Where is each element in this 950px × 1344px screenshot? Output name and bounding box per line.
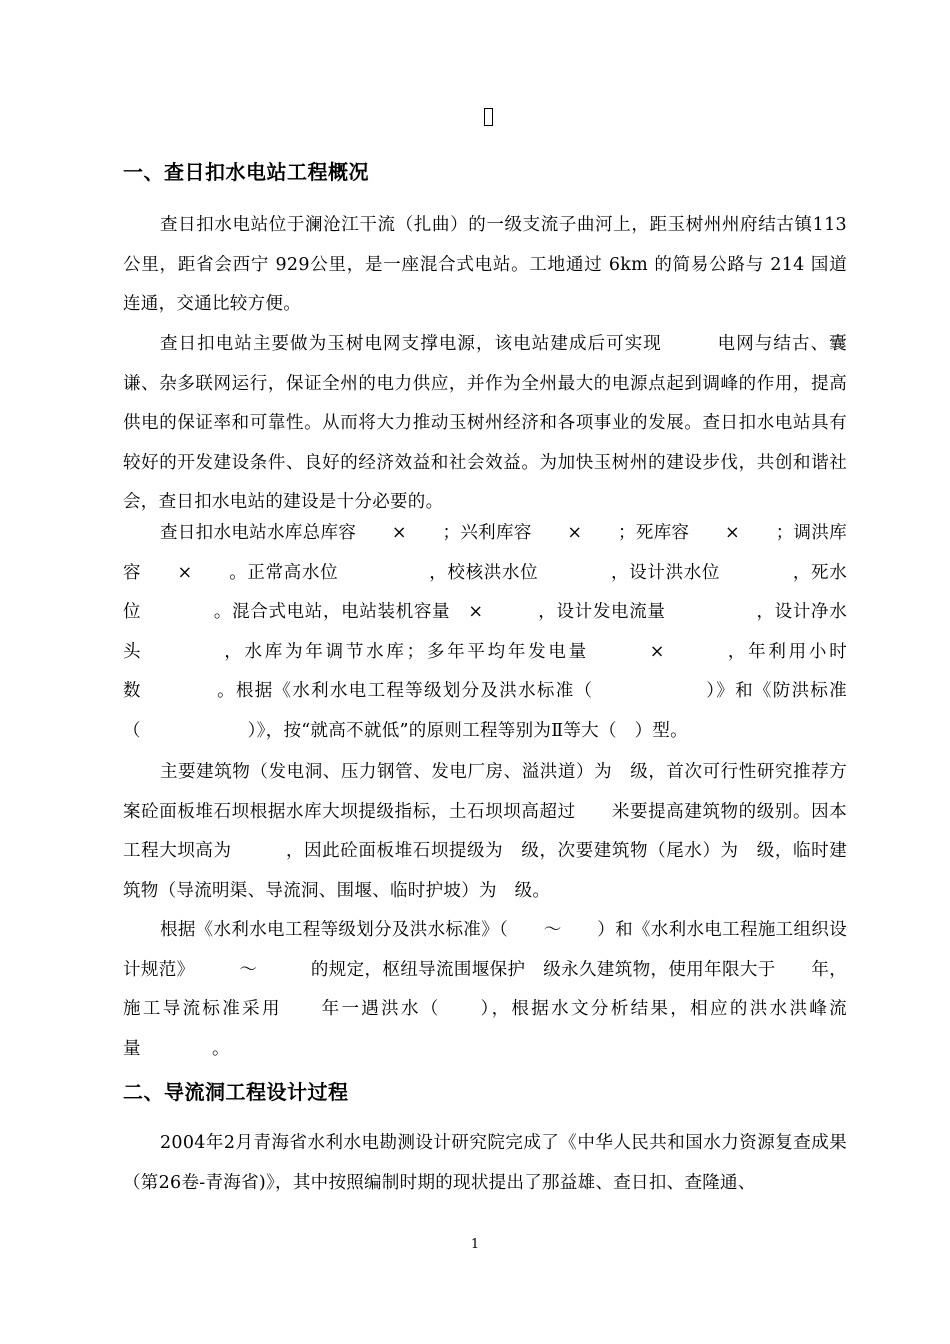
- section-1-paragraph-1: 查日扣水电站位于澜沧江干流（扎曲）的一级支流子曲河上，距玉树州州府结古镇113公里，距省会西宁 929公里，是一座混合式电站。工地通过 6km 的简易公路与 214 国道连通，交通比较方便。: [123, 215, 847, 315]
- section-1-paragraph-4: 主要建筑物（发电洞、压力钢管、发电厂房、溢洪道）为 级，首次可行性研究推荐方案砼面板堆石坝根据水库大坝提级指标，土石坝坝高超过 米要提高建筑物的级别。因本工程大坝高为 ，因此砼面板堆石坝提级为 级，次要建筑物（尾水）为 级，临时建筑物（导流明渠、导流洞、围堰、临时护坡）为 级。: [123, 762, 847, 901]
- section-1-heading: 一、查日扣水电站工程概况: [123, 160, 369, 184]
- section-1-paragraph-3: 查日扣水电站水库总库容 × ；兴利库容 × ；死库容 × ；调洪库容 × 。正常高水位 ，校核洪水位 ，设计洪水位 ，死水位 。混合式电站，电站装机容量 × ，设计发电流量 ，设计净水头 ，水库为年调节水库；多年平均年发电量 × ，年利用小时数 。根据《水利水电工程等级划分及洪水标准（ ）》和《防洪标准（ ）》，按“就高不就低”的原则工程等别为Ⅱ等大（ ）型。: [123, 523, 847, 741]
- section-2-paragraph-1: 2004年2月青海省水利水电勘测设计研究院完成了《中华人民共和国水力资源复查成果（第26卷-青海省)》，其中按照编制时期的现状提出了那益雄、查日扣、查隆通、: [123, 1133, 847, 1193]
- missing-glyph-box: [484, 108, 493, 126]
- section-1-paragraph-2: 查日扣电站主要做为玉树电网支撑电源，该电站建成后可实现 电网与结古、囊谦、杂多联网运行，保证全州的电力供应，并作为全州最大的电源点起到调峰的作用，提高供电的保证率和可靠性。从而将大力推动玉树州经济和各项事业的发展。查日扣水电站具有较好的开发建设条件、良好的经济效益和社会效益。为加快玉树州的建设步伐，共创和谐社会，查日扣水电站的建设是十分必要的。: [123, 334, 847, 513]
- page-number: 1: [470, 1237, 480, 1252]
- section-1-paragraph-5: 根据《水利水电工程等级划分及洪水标准》（ ～ ）和《水利水电工程施工组织设计规范》 ～ 的规定，枢纽导流围堰保护 级永久建筑物，使用年限大于 年，施工导流标准采用 年一遇洪水（ ），根据水文分析结果，相应的洪水洪峰流量 。: [123, 920, 847, 1059]
- section-2-heading: 二、导流洞工程设计过程: [123, 1080, 349, 1104]
